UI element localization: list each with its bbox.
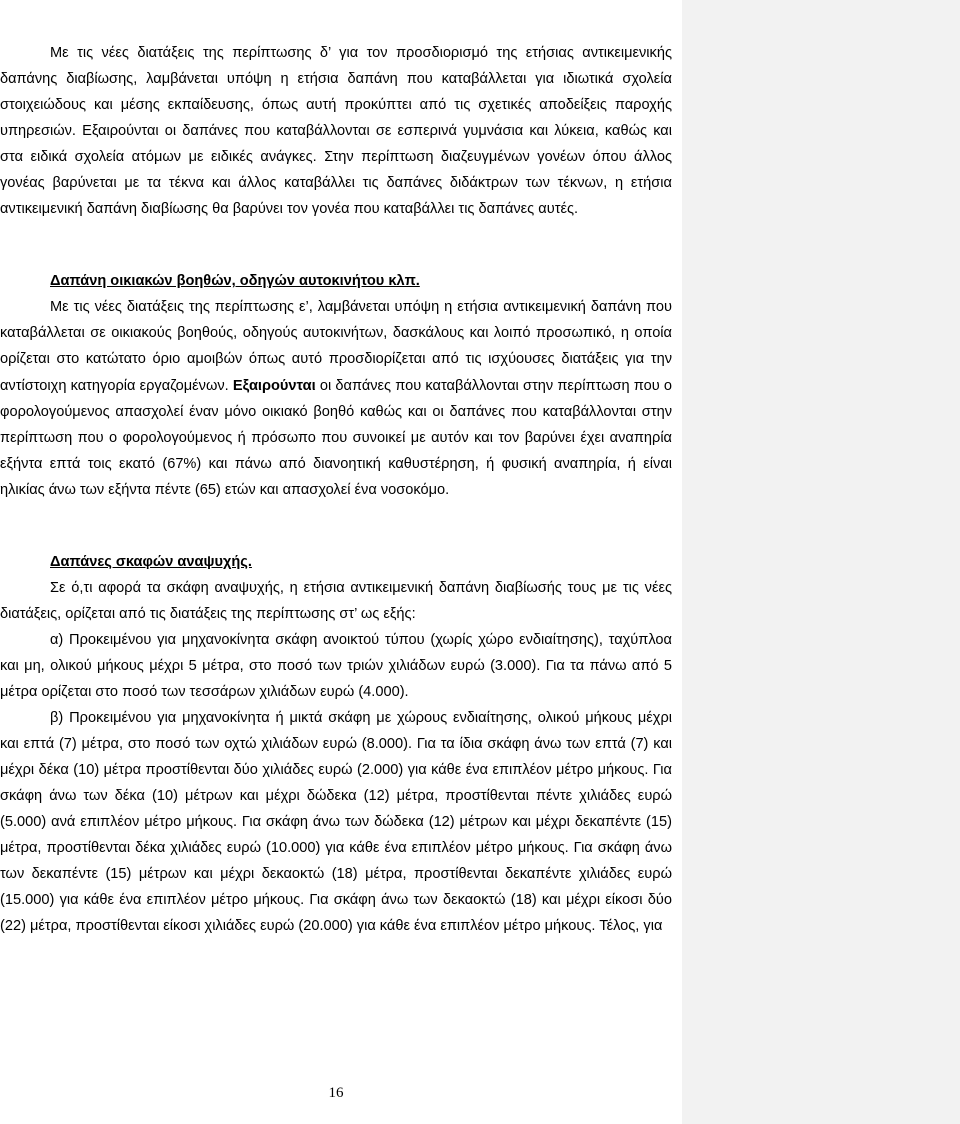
paragraph-domestic-staff-part-a: Με τις νέες διατάξεις της περίπτωσης ε’, λαμβάνεται υπόψη η ετήσια αντικειμενική δαπάνη που καταβάλλεται σε οικιακούς βοηθούς, οδηγούς αυτοκινήτων, δασκάλους και λοιπό προσωπικό, η οποία ορίζεται στο κατώτατο όριο αμοιβών όπως αυτό προσδιορίζεται από τις ισχύουσες διατάξεις για την αντίστοιχη κατηγορία εργαζομένων. bbox=[0, 299, 672, 394]
comment-margin-panel bbox=[682, 0, 960, 1124]
paragraph-domestic-staff-part-b: οι δαπάνες που καταβάλλονται στην περίπτωση που ο φορολογούμενος απασχολεί έναν μόνο οικιακό βοηθό καθώς και οι δαπάνες που καταβάλλονται στην περίπτωση που ο φορολογούμενος ή πρόσωπο που συνοικεί με αυτόν και τον βαρύνει έχει αναπηρία εξήντα επτά τοις εκατό (67%) και πάνω από διανοητική καθυστέρηση, ή φυσική αναπηρία, ή είναι ηλικίας άνω των εξήντα πέντε (65) ετών και απασχολεί ένα νοσοκόμο. bbox=[0, 377, 673, 498]
document-body bbox=[0, 40, 672, 939]
page-number: 16 bbox=[328, 1085, 344, 1101]
paragraph-private-schools: Με τις νέες διατάξεις της περίπτωσης δ’ για τον προσδιορισμό της ετήσιας αντικειμενικής δαπάνης διαβίωσης, λαμβάνεται υπόψη η ετήσια δαπάνη που καταβάλλεται για ιδιωτικά σχολεία στοιχειώδους και μέσης εκπαίδευσης, όπως αυτή προκύπτει από τις σχετικές αποδείξεις παροχής υπηρεσιών. Εξαιρούνται οι δαπάνες που καταβάλλονται σε εσπερινά γυμνάσια και λύκεια, καθώς και στα ειδικά σχολεία ατόμων με ειδικές ανάγκες. Στην περίπτωση διαζευγμένων γονέων όπου άλλος γονέας βαρύνεται με τα τέκνα και άλλος καταβάλλει τις δαπάνες διδάκτρων των τέκνων, η ετήσια αντικειμενική δαπάνη διαβίωσης θα βαρύνει τον γονέα που καταβάλλει τις δαπάνες αυτές. bbox=[0, 45, 672, 218]
spacer bbox=[0, 503, 672, 529]
spacer bbox=[0, 222, 672, 248]
heading-domestic-staff: Δαπάνη οικιακών βοηθών, οδηγών αυτοκινήτου κλπ. bbox=[50, 273, 420, 290]
paragraph-domestic-staff-bold: Εξαιρούνται bbox=[232, 377, 316, 394]
paragraph-boats-intro: Σε ό,τι αφορά τα σκάφη αναψυχής, η ετήσια αντικειμενική δαπάνη διαβίωσής τους με τις νέες διατάξεις, ορίζεται από τις διατάξεις της περίπτωσης στ’ ως εξής: bbox=[0, 579, 672, 622]
paragraph-boats-b: β) Προκειμένου για μηχανοκίνητα ή μικτά σκάφη με χώρους ενδιαίτησης, ολικού μήκους μέχρι και επτά (7) μέτρα, στο ποσό των οχτώ χιλιάδων ευρώ (8.000). Για τα ίδια σκάφη άνω των επτά (7) και μέχρι δέκα (10) μέτρα προστίθενται δύο χιλιάδες ευρώ (2.000) για κάθε ένα επιπλέον μέτρο μήκους. Για σκάφη άνω των δέκα (10) μέτρων και μέχρι δώδεκα (12) μέτρα, προστίθενται πέντε χιλιάδες ευρώ (5.000) ανά επιπλέον μέτρο μήκους. Για σκάφη άνω των δώδεκα (12) μέτρων και μέχρι δεκαπέντε (15) μέτρα, προστίθενται δέκα χιλιάδες ευρώ (10.000) για κάθε ένα επιπλέον μέτρο μήκους. Για σκάφη άνω των δεκαπέντε (15) μέτρων και μέχρι δεκαοκτώ (18) μέτρα, προστίθενται δεκαπέντε χιλιάδες ευρώ (15.000) για κάθε ένα επιπλέον μέτρο μήκους. Για σκάφη άνω των δεκαοκτώ (18) και μέχρι είκοσι δύο (22) μέτρα, προστίθενται είκοσι χιλιάδες ευρώ (20.000) για κάθε ένα επιπλέον μέτρο μήκους. Τέλος, για bbox=[0, 710, 672, 935]
paragraph-domestic-staff bbox=[0, 294, 672, 502]
heading-boats: Δαπάνες σκαφών αναψυχής. bbox=[50, 553, 252, 570]
spacer bbox=[0, 529, 672, 549]
paragraph-boats-a: α) Προκειμένου για μηχανοκίνητα σκάφη ανοικτού τύπου (χωρίς χώρο ενδιαίτησης), ταχύπλοα και μη, ολικού μήκους μέχρι 5 μέτρα, στο ποσό των τριών χιλιάδων ευρώ (3.000). Για τα πάνω από 5 μέτρα ορίζεται στο ποσό των τεσσάρων χιλιάδων ευρώ (4.000). bbox=[0, 631, 672, 700]
spacer bbox=[0, 248, 672, 268]
